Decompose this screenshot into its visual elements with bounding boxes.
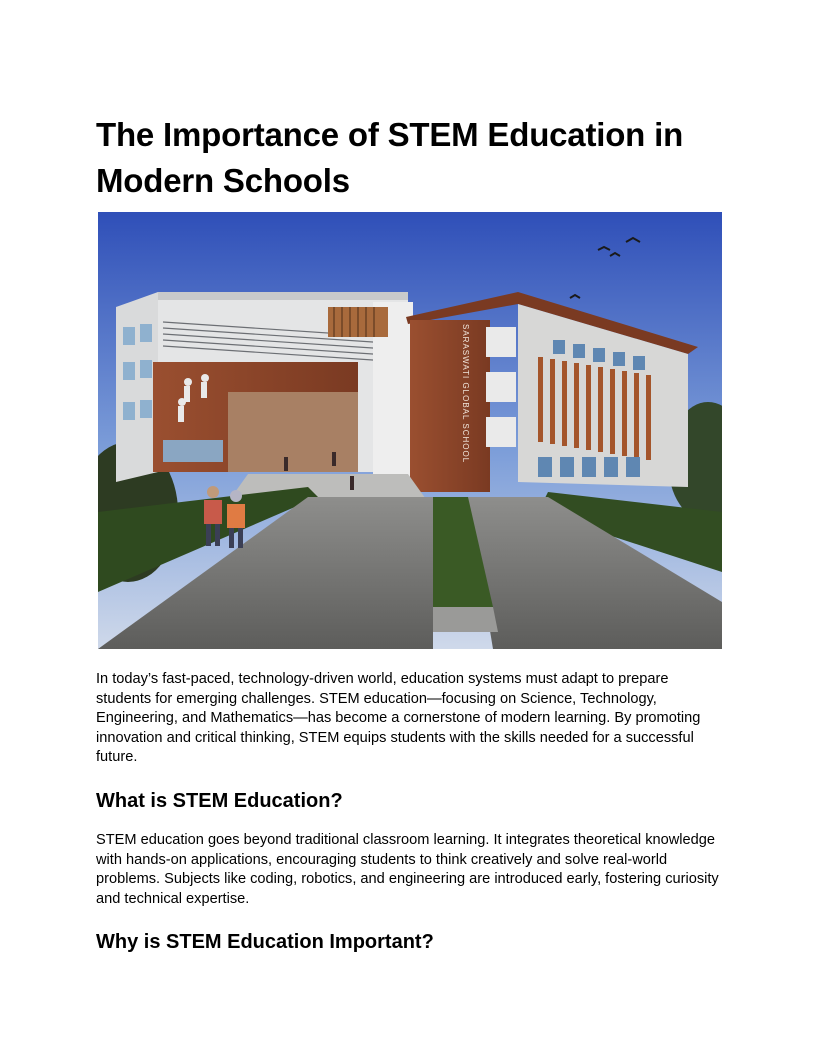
intro-paragraph: In today’s fast-paced, technology-driven world, education systems must adapt to prepare students for emerging challenges. STEM education—focusing on Science, Technology, Engineering, and Mathematics—has become a cornerstone of modern learning. By promoting innovation and critical thinking, STEM equips students with the skills needed for a successful future. [96, 671, 701, 766]
article-title: The Importance of STEM Education in Modern Schools [96, 116, 684, 199]
section-heading-why-stem-important: Why is STEM Education Important? [96, 931, 434, 953]
school-building-image [98, 212, 722, 649]
section-body-what-is-stem: STEM education goes beyond traditional classroom learning. It integrates theoretical knowledge with hands-on applications, encouraging students to think creatively and solve real-world problems. Subjects like coding, robotics, and engineering are introduced early, fostering curiosity and technical expertise. [96, 832, 719, 907]
building-sign: SARASWATI GLOBAL SCHOOL [461, 324, 470, 464]
section-heading-what-is-stem: What is STEM Education? [96, 790, 343, 812]
